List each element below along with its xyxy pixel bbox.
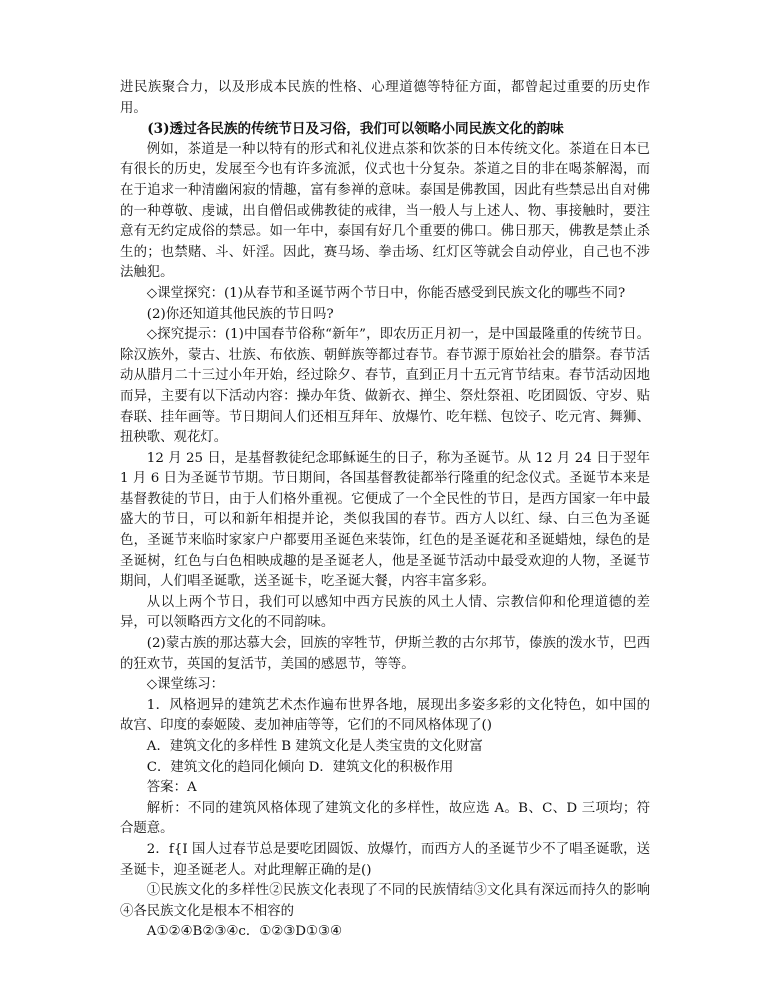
body-paragraph: 进民族聚合力，以及形成本民族的性格、心理道德等特征方面，都曾起过重要的历史作用。	[120, 80, 650, 116]
explanation-line: 解析：不同的建筑风格体现了建筑文化的多样性，故应选 A。B、C、D 三项均；符合题意。	[120, 800, 650, 837]
body-paragraph: 从以上两个节日，我们可以感知中西方民族的风土人情、宗教信仰和伦理道德的差异，可以领略西方文化的不同韵味。	[120, 594, 650, 631]
body-paragraph: (2)蒙古族的那达慕大会，回族的宰牲节，伊斯兰教的古尔邦节，傣族的泼水节，巴西的狂欢节，英国的复活节，美国的感恩节，等等。	[120, 636, 650, 672]
answer-line: 答案：A	[146, 780, 197, 796]
exercise-section-label: ◇课堂练习：	[146, 677, 225, 693]
body-paragraph: 例如，茶道是一种以特有的形式和礼仪进点茶和饮茶的日本传统文化。茶道在日本已有很长的历史，发展至今也有许多流派，仪式也十分复杂。茶道之目的非在喝茶解渴，而在于追求一种清幽闲寂的情趣，富有参禅的意味。泰国是佛教国，因此有些禁忌出自对佛的一种尊敬、虔诚，出自僧侣或佛教徒的戒律，当一般人与上述人、物、事接触时，要注意有无约定成俗的禁忌。如一年中，泰国有好几个重要的佛口。佛日那天，佛教是禁止杀生的；也禁赌、斗、奸淫。因此，赛马场、拳击场、红灯区等就会自动停业，自己也不涉法触犯。	[120, 141, 650, 281]
body-paragraph: 12 月 25 日，是基督教徒纪念耶稣诞生的日子，称为圣诞节。从 12 月 24 日于翌年 1 月 6 日为圣诞节节期。节日期间，各国基督教徒都举行隆重的纪念仪式。圣诞节本来是基督教徒的节日，由于人们格外重视。它便成了一个全民性的节日，是西方国家一年中最盛大的节日，可以和新年相提并论，类似我国的春节。西方人以红、绿、白三色为圣诞色，圣诞节来临时家家户户都要用圣诞色来装饰，红色的是圣诞花和圣诞蜡烛，绿色的是圣诞树，红色与白色相映成趣的是圣诞老人，他是圣诞节活动中最受欢迎的人物，圣诞节期间，人们唱圣诞歌，送圣诞卡，吃圣诞大餐，内容丰富多彩。	[120, 450, 650, 590]
answer-options-cd: C．建筑文化的趋同化倾向 D．建筑文化的积极作用	[146, 759, 454, 775]
inquiry-hint-paragraph: ◇探究提示：(1)中国春节俗称“新年”，即农历正月初一，是中国最隆重的传统节日。除汉族外，蒙古、壮族、布依族、朝鲜族等都过春节。春节源于原始社会的腊祭。春节活动从腊月二十三过小年开始，经过除夕、春节，直到正月十五元宵节结束。春节活动因地而异，主要有以下活动内容：操办年货、做新衣、掸尘、祭灶祭祖、吃团圆饭、守岁、贴春联、挂年画等。节日期间人们还相互拜年、放爆竹、吃年糕、包饺子、吃元宵、舞狮、扭秧歌、观花灯。	[120, 327, 650, 446]
classroom-inquiry-question: ◇课堂探究：(1)从春节和圣诞节两个节日中，你能否感受到民族文化的哪些不同?	[146, 285, 626, 301]
exercise-question-2: 2．f{I 国人过春节总是要吃团圆饭、放爆竹，而西方人的圣诞节少不了唱圣诞歌，送圣诞卡，迎圣诞老人。对此理解正确的是()	[120, 841, 650, 878]
section-heading: (3)透过各民族的传统节日及习俗，我们可以领略小同民族文化的韵味	[147, 121, 564, 138]
inquiry-subquestion: (2)你还知道其他民族的节日吗?	[146, 306, 334, 322]
answer-options-ab: A．建筑文化的多样性 B 建筑文化是人类宝贵的文化财富	[146, 739, 483, 754]
answer-options-line: A①②④B②③④c．①②③D①③④	[146, 924, 342, 940]
statement-list: ①民族文化的多样性②民族文化表现了不同的民族情结③文化具有深远而持久的影响④各民族文化是根本不相容的	[120, 883, 650, 919]
exercise-question-1: 1．风格迥异的建筑艺术杰作遍布世界各地，展现出多姿多彩的文化特色，如中国的故宫、印度的泰姬陵、麦加神庙等等，它们的不同风格体现了()	[120, 697, 650, 734]
